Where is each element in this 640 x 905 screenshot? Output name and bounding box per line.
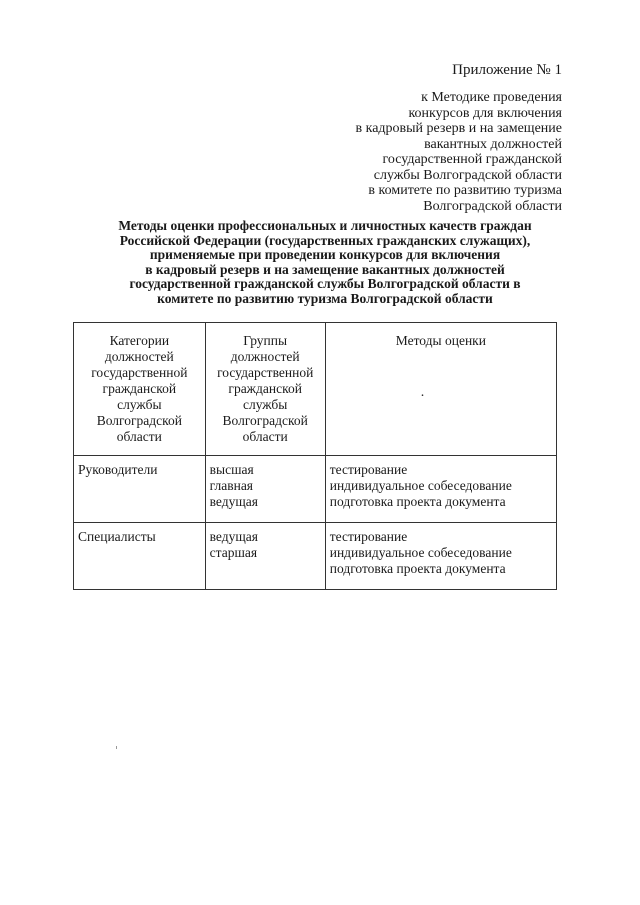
table-row	[74, 456, 557, 523]
header-category: Категории должностей государственной гражданской службы Волгоградской области	[74, 323, 206, 456]
document-title	[80, 219, 570, 306]
row-groups: высшая главная ведущая	[205, 456, 325, 523]
annex-line: в кадровый резерв и на замещение	[355, 121, 562, 136]
annex-block	[356, 62, 563, 214]
title-line: Методы оценки профессиональных и личностных качеств граждан	[118, 218, 532, 233]
annex-line: Волгоградской области	[423, 198, 562, 214]
stray-dot: .	[420, 385, 425, 400]
annex-line: в комитете по развитию туризма	[368, 183, 562, 198]
annex-line: конкурсов для включения	[408, 105, 562, 121]
title-line: в кадровый резерв и на замещение вакантных должностей	[145, 261, 505, 277]
row-methods: тестирование индивидуальное собеседование подготовка проекта документа	[325, 456, 556, 523]
annex-title: Приложение № 1	[452, 62, 562, 78]
methods-table	[73, 322, 557, 590]
title-line: государственной гражданской службы Волгоградской области в	[129, 276, 521, 291]
annex-line: государственной гражданской	[382, 152, 562, 167]
title-line: Российской Федерации (государственных гражданских служащих),	[119, 232, 531, 248]
header-groups: Группы должностей государственной гражданской службы Волгоградской области	[205, 323, 325, 456]
annex-line: к Методике проведения	[421, 90, 562, 105]
table-row	[74, 523, 557, 590]
row-category: Руководители	[74, 456, 206, 523]
row-methods: тестирование индивидуальное собеседование подготовка проекта документа	[325, 523, 556, 590]
annex-line: службы Волгоградской области	[373, 167, 562, 183]
title-line: комитете по развитию туризма Волгоградской области	[157, 290, 493, 306]
scan-speck	[116, 746, 117, 749]
title-line: применяемые при проведении конкурсов для включения	[149, 247, 501, 262]
row-groups: ведущая старшая	[205, 523, 325, 590]
row-category: Специалисты	[74, 523, 206, 590]
annex-line: вакантных должностей	[424, 136, 562, 152]
table-header-row	[74, 323, 557, 456]
header-methods: Методы оценки .	[325, 323, 556, 456]
